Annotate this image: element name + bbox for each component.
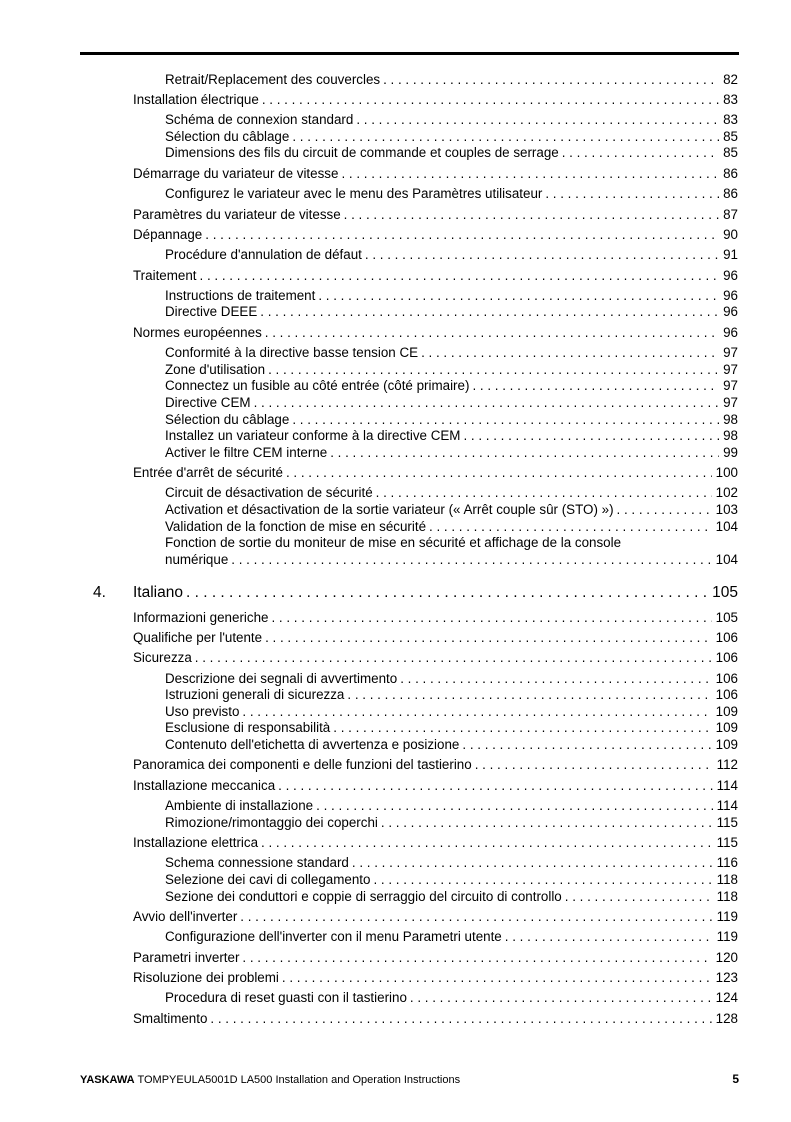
toc-entry-page: 90 bbox=[723, 227, 738, 242]
dot-leader bbox=[463, 428, 719, 444]
dot-leader bbox=[262, 92, 719, 108]
dot-leader bbox=[373, 872, 712, 888]
toc-entry-title: Risoluzione dei problemi bbox=[133, 970, 279, 985]
dot-leader bbox=[381, 815, 713, 831]
toc-entry[interactable] bbox=[133, 835, 738, 851]
toc-entry-page: 106 bbox=[715, 687, 738, 702]
toc-entry-title: Qualifiche per l'utente bbox=[133, 630, 263, 645]
toc-entry-title: Smaltimento bbox=[133, 1011, 208, 1026]
toc-entry-page: 83 bbox=[723, 92, 738, 107]
toc-entry-page: 109 bbox=[715, 737, 738, 752]
dot-leader bbox=[400, 671, 711, 687]
toc-entry-title: Dépannage bbox=[133, 227, 203, 242]
toc-entry-title: Avvio dell'inverter bbox=[133, 909, 238, 924]
toc-entry-page: 118 bbox=[716, 872, 738, 887]
toc-entry-page: 114 bbox=[716, 798, 738, 813]
dot-leader bbox=[292, 412, 719, 428]
dot-leader bbox=[195, 650, 712, 666]
dot-leader bbox=[344, 207, 719, 223]
dot-leader bbox=[242, 704, 711, 720]
toc-entry[interactable] bbox=[133, 909, 738, 925]
page-footer bbox=[80, 1072, 739, 1086]
toc-entry-page: 97 bbox=[723, 345, 738, 360]
toc-entry[interactable] bbox=[165, 671, 738, 687]
toc-entry-page: 119 bbox=[716, 909, 738, 924]
toc-entry-title: Istruzioni generali di sicurezza bbox=[165, 687, 345, 702]
toc-entry-page: 85 bbox=[723, 129, 738, 144]
toc-entry[interactable] bbox=[165, 247, 738, 263]
toc-entry[interactable] bbox=[165, 345, 738, 361]
toc-entry-page: 91 bbox=[723, 247, 738, 262]
dot-leader bbox=[278, 778, 712, 794]
toc-entry[interactable] bbox=[165, 687, 738, 703]
toc-entry-page: 112 bbox=[716, 757, 738, 772]
chapter-page: 105 bbox=[712, 584, 738, 601]
toc-entry-page: 105 bbox=[715, 610, 738, 625]
dot-leader bbox=[265, 325, 719, 341]
toc-entry-page: 109 bbox=[715, 704, 738, 719]
toc-entry-title: Installazione meccanica bbox=[133, 778, 276, 793]
toc-entry[interactable] bbox=[133, 166, 738, 182]
toc-entry-title: Instructions de traitement bbox=[165, 288, 316, 303]
brand-name: YASKAWA bbox=[80, 1074, 135, 1086]
toc-entry-title: Sezione dei conduttori e coppie di serraggio del circuito di controllo bbox=[165, 889, 562, 904]
dot-leader bbox=[242, 950, 711, 966]
toc-entry-page: 120 bbox=[715, 950, 738, 965]
toc-entry[interactable] bbox=[133, 757, 738, 773]
toc-entry[interactable] bbox=[165, 129, 738, 145]
dot-leader bbox=[617, 502, 712, 518]
toc-entry-page: 106 bbox=[715, 671, 738, 686]
toc-entry-page: 103 bbox=[715, 502, 738, 517]
toc-entry-title: Validation de la fonction de mise en sécurité bbox=[165, 519, 427, 534]
toc-entry[interactable] bbox=[165, 502, 738, 518]
toc-entry-title: Installez un variateur conforme à la directive CEM bbox=[165, 428, 461, 443]
toc-entry-page: 104 bbox=[715, 519, 738, 534]
page-number: 5 bbox=[732, 1072, 739, 1086]
toc-entry[interactable] bbox=[165, 737, 738, 753]
toc-entry-title: Selezione dei cavi di collegamento bbox=[165, 872, 371, 887]
toc-entry-page: 124 bbox=[715, 990, 738, 1005]
toc-entry[interactable] bbox=[165, 145, 738, 161]
dot-leader bbox=[505, 929, 713, 945]
toc-entry-title: Ambiente di installazione bbox=[165, 798, 314, 813]
toc-entry-title: Installazione elettrica bbox=[133, 835, 259, 850]
toc-entry[interactable] bbox=[133, 227, 738, 243]
toc-entry-page: 98 bbox=[723, 428, 738, 443]
toc-entry-title: Dimensions des fils du circuit de commande et couples de serrage bbox=[165, 145, 559, 160]
toc-entry-title: Sélection du câblage bbox=[165, 129, 290, 144]
dot-leader bbox=[352, 855, 713, 871]
toc-entry-page: 102 bbox=[715, 485, 738, 500]
toc-entry[interactable] bbox=[133, 778, 738, 794]
toc-entry-page: 87 bbox=[723, 207, 738, 222]
toc-entry[interactable] bbox=[165, 186, 738, 202]
toc-entry-page: 96 bbox=[723, 325, 738, 340]
dot-leader bbox=[260, 304, 719, 320]
dot-leader bbox=[462, 737, 711, 753]
dot-leader bbox=[205, 227, 719, 243]
toc-entry[interactable] bbox=[133, 630, 738, 646]
toc-entry[interactable] bbox=[133, 610, 738, 626]
toc-entry-title: Schema connessione standard bbox=[165, 855, 349, 870]
toc-entry-page: 123 bbox=[715, 970, 738, 985]
toc-entry[interactable] bbox=[165, 428, 738, 444]
toc-entry[interactable] bbox=[165, 378, 738, 394]
toc-entry-title: Contenuto dell'etichetta di avvertenza e posizione bbox=[165, 737, 460, 752]
dot-leader bbox=[330, 445, 719, 461]
toc-entry[interactable] bbox=[165, 395, 738, 411]
toc-entry-page: 96 bbox=[723, 304, 738, 319]
toc-entry-page: 100 bbox=[715, 465, 738, 480]
dot-leader bbox=[268, 362, 719, 378]
top-rule bbox=[80, 52, 739, 55]
toc-entry[interactable] bbox=[165, 872, 738, 888]
toc-entry-page: 83 bbox=[723, 112, 738, 127]
toc-entry-page: 97 bbox=[723, 362, 738, 377]
dot-leader bbox=[347, 687, 711, 703]
toc-entry[interactable] bbox=[165, 929, 738, 945]
toc-entry-title: Sicurezza bbox=[133, 650, 192, 665]
toc-entry-page: 115 bbox=[716, 815, 738, 830]
toc-entry[interactable] bbox=[133, 465, 738, 481]
dot-leader bbox=[292, 129, 719, 145]
toc-entry-title: Configurazione dell'inverter con il menu Parametri utente bbox=[165, 929, 502, 944]
dot-leader bbox=[261, 835, 713, 851]
toc-entry-title: Circuit de désactivation de sécurité bbox=[165, 485, 373, 500]
dot-leader bbox=[186, 584, 708, 602]
toc-entry-title: Traitement bbox=[133, 268, 197, 283]
toc-entry[interactable] bbox=[165, 112, 738, 128]
toc-entry-title-continuation: numérique bbox=[165, 552, 229, 567]
toc-entry[interactable] bbox=[165, 889, 738, 905]
toc-entry-title: Configurez le variateur avec le menu des Paramètres utilisateur bbox=[165, 186, 543, 201]
toc-entry-title: Uso previsto bbox=[165, 704, 240, 719]
toc-entry[interactable] bbox=[165, 485, 738, 501]
toc-entry[interactable] bbox=[165, 412, 738, 428]
toc-entry[interactable] bbox=[165, 704, 738, 720]
dot-leader bbox=[475, 757, 713, 773]
chapter-title: Italiano bbox=[133, 584, 183, 601]
toc-entry-page: 99 bbox=[723, 445, 738, 460]
toc-entry-page: 119 bbox=[716, 929, 738, 944]
dot-leader bbox=[565, 889, 713, 905]
toc-entry[interactable] bbox=[165, 304, 738, 320]
toc-entry[interactable] bbox=[165, 362, 738, 378]
dot-leader bbox=[333, 720, 711, 736]
toc-entry-title: Installation électrique bbox=[133, 92, 259, 107]
toc-entry-page: 118 bbox=[716, 889, 738, 904]
dot-leader bbox=[240, 909, 712, 925]
toc-entry-title: Directive CEM bbox=[165, 395, 251, 410]
toc-entry-title: Panoramica dei componenti e delle funzioni del tastierino bbox=[133, 757, 472, 772]
toc-chapter-entry[interactable] bbox=[93, 584, 738, 602]
toc-entry-page: 115 bbox=[716, 835, 738, 850]
dot-leader bbox=[271, 610, 711, 626]
toc-entry-page: 96 bbox=[723, 268, 738, 283]
dot-leader bbox=[410, 990, 712, 1006]
document-title: TOMPYEULA5001D LA500 Installation and Operation Instructions bbox=[137, 1074, 461, 1086]
toc-entry-title: Connectez un fusible au côté entrée (côté primaire) bbox=[165, 378, 470, 393]
dot-leader bbox=[286, 465, 712, 481]
dot-leader bbox=[282, 970, 712, 986]
footer-document-info bbox=[80, 1074, 460, 1086]
toc-entry[interactable] bbox=[165, 288, 738, 304]
toc-entry-title: Conformité à la directive basse tension CE bbox=[165, 345, 419, 360]
toc-entry[interactable] bbox=[165, 552, 738, 568]
toc-entry-page: 86 bbox=[723, 186, 738, 201]
toc-entry-page: 114 bbox=[716, 778, 738, 793]
toc-entry-title: Procédure d'annulation de défaut bbox=[165, 247, 362, 262]
toc-entry-title: Normes européennes bbox=[133, 325, 262, 340]
toc-entry-page: 97 bbox=[723, 395, 738, 410]
toc-entry[interactable] bbox=[165, 815, 738, 831]
toc-entry-title: Esclusione di responsabilità bbox=[165, 720, 331, 735]
dot-leader bbox=[200, 268, 720, 284]
toc-entry[interactable] bbox=[133, 268, 738, 284]
dot-leader bbox=[231, 552, 711, 568]
toc-entry-title: Parametri inverter bbox=[133, 950, 240, 965]
dot-leader bbox=[376, 485, 712, 501]
toc-entry-title: Directive DEEE bbox=[165, 304, 258, 319]
toc-entry-title: Fonction de sortie du moniteur de mise en sécurité et affichage de la console bbox=[165, 535, 622, 550]
toc-entry-title: Sélection du câblage bbox=[165, 412, 290, 427]
toc-entry[interactable] bbox=[165, 519, 738, 535]
toc-entry[interactable] bbox=[165, 720, 738, 736]
dot-leader bbox=[254, 395, 720, 411]
dot-leader bbox=[562, 145, 719, 161]
toc-entry-title: Descrizione dei segnali di avvertimento bbox=[165, 671, 398, 686]
toc-entry[interactable] bbox=[165, 72, 738, 88]
dot-leader bbox=[265, 630, 712, 646]
dot-leader bbox=[210, 1011, 711, 1027]
toc-entry-page: 128 bbox=[715, 1011, 738, 1026]
toc-entry-title: Rimozione/rimontaggio dei coperchi bbox=[165, 815, 378, 830]
toc-entry-title: Activation et désactivation de la sortie variateur (« Arrêt couple sûr (STO) ») bbox=[165, 502, 614, 517]
dot-leader bbox=[365, 247, 719, 263]
dot-leader bbox=[383, 72, 719, 88]
toc-entry-page: 106 bbox=[715, 630, 738, 645]
dot-leader bbox=[472, 378, 719, 394]
toc-entry-page: 86 bbox=[723, 166, 738, 181]
toc-entry-title: Activer le filtre CEM interne bbox=[165, 445, 328, 460]
toc-entry-title: Démarrage du variateur de vitesse bbox=[133, 166, 339, 181]
toc-entry-page: 82 bbox=[723, 72, 738, 87]
toc-entry[interactable] bbox=[133, 950, 738, 966]
toc-entry-page: 96 bbox=[723, 288, 738, 303]
toc-entry-page: 106 bbox=[715, 650, 738, 665]
dot-leader bbox=[318, 288, 719, 304]
toc-entry[interactable] bbox=[133, 970, 738, 986]
toc-entry-title: Schéma de connexion standard bbox=[165, 112, 354, 127]
toc-entry-title: Entrée d'arrêt de sécurité bbox=[133, 465, 283, 480]
toc-entry[interactable] bbox=[133, 650, 738, 666]
toc-entry[interactable] bbox=[165, 798, 738, 814]
toc-entry-page: 97 bbox=[723, 378, 738, 393]
toc-entry-title: Retrait/Replacement des couvercles bbox=[165, 72, 381, 87]
toc-entry-title: Zone d'utilisation bbox=[165, 362, 266, 377]
toc-entry-title: Paramètres du variateur de vitesse bbox=[133, 207, 341, 222]
toc-entry-title: Procedura di reset guasti con il tastierino bbox=[165, 990, 407, 1005]
toc-entry[interactable] bbox=[165, 990, 738, 1006]
toc-entry[interactable] bbox=[165, 445, 738, 461]
toc-entry-page: 109 bbox=[715, 720, 738, 735]
toc-entry[interactable] bbox=[133, 325, 738, 341]
toc-entry[interactable] bbox=[133, 92, 738, 108]
toc-entry-page: 116 bbox=[716, 855, 738, 870]
dot-leader bbox=[429, 519, 712, 535]
dot-leader bbox=[316, 798, 713, 814]
dot-leader bbox=[545, 186, 719, 202]
chapter-number: 4. bbox=[93, 584, 106, 601]
toc-entry[interactable] bbox=[133, 1011, 738, 1027]
dot-leader bbox=[421, 345, 719, 361]
toc-entry[interactable] bbox=[133, 207, 738, 223]
toc-entry-page: 104 bbox=[715, 552, 738, 567]
dot-leader bbox=[341, 166, 719, 182]
toc-entry[interactable] bbox=[165, 855, 738, 871]
dot-leader bbox=[356, 112, 719, 128]
toc-entry-title: Informazioni generiche bbox=[133, 610, 269, 625]
toc-entry-page: 98 bbox=[723, 412, 738, 427]
toc-entry-page: 85 bbox=[723, 145, 738, 160]
